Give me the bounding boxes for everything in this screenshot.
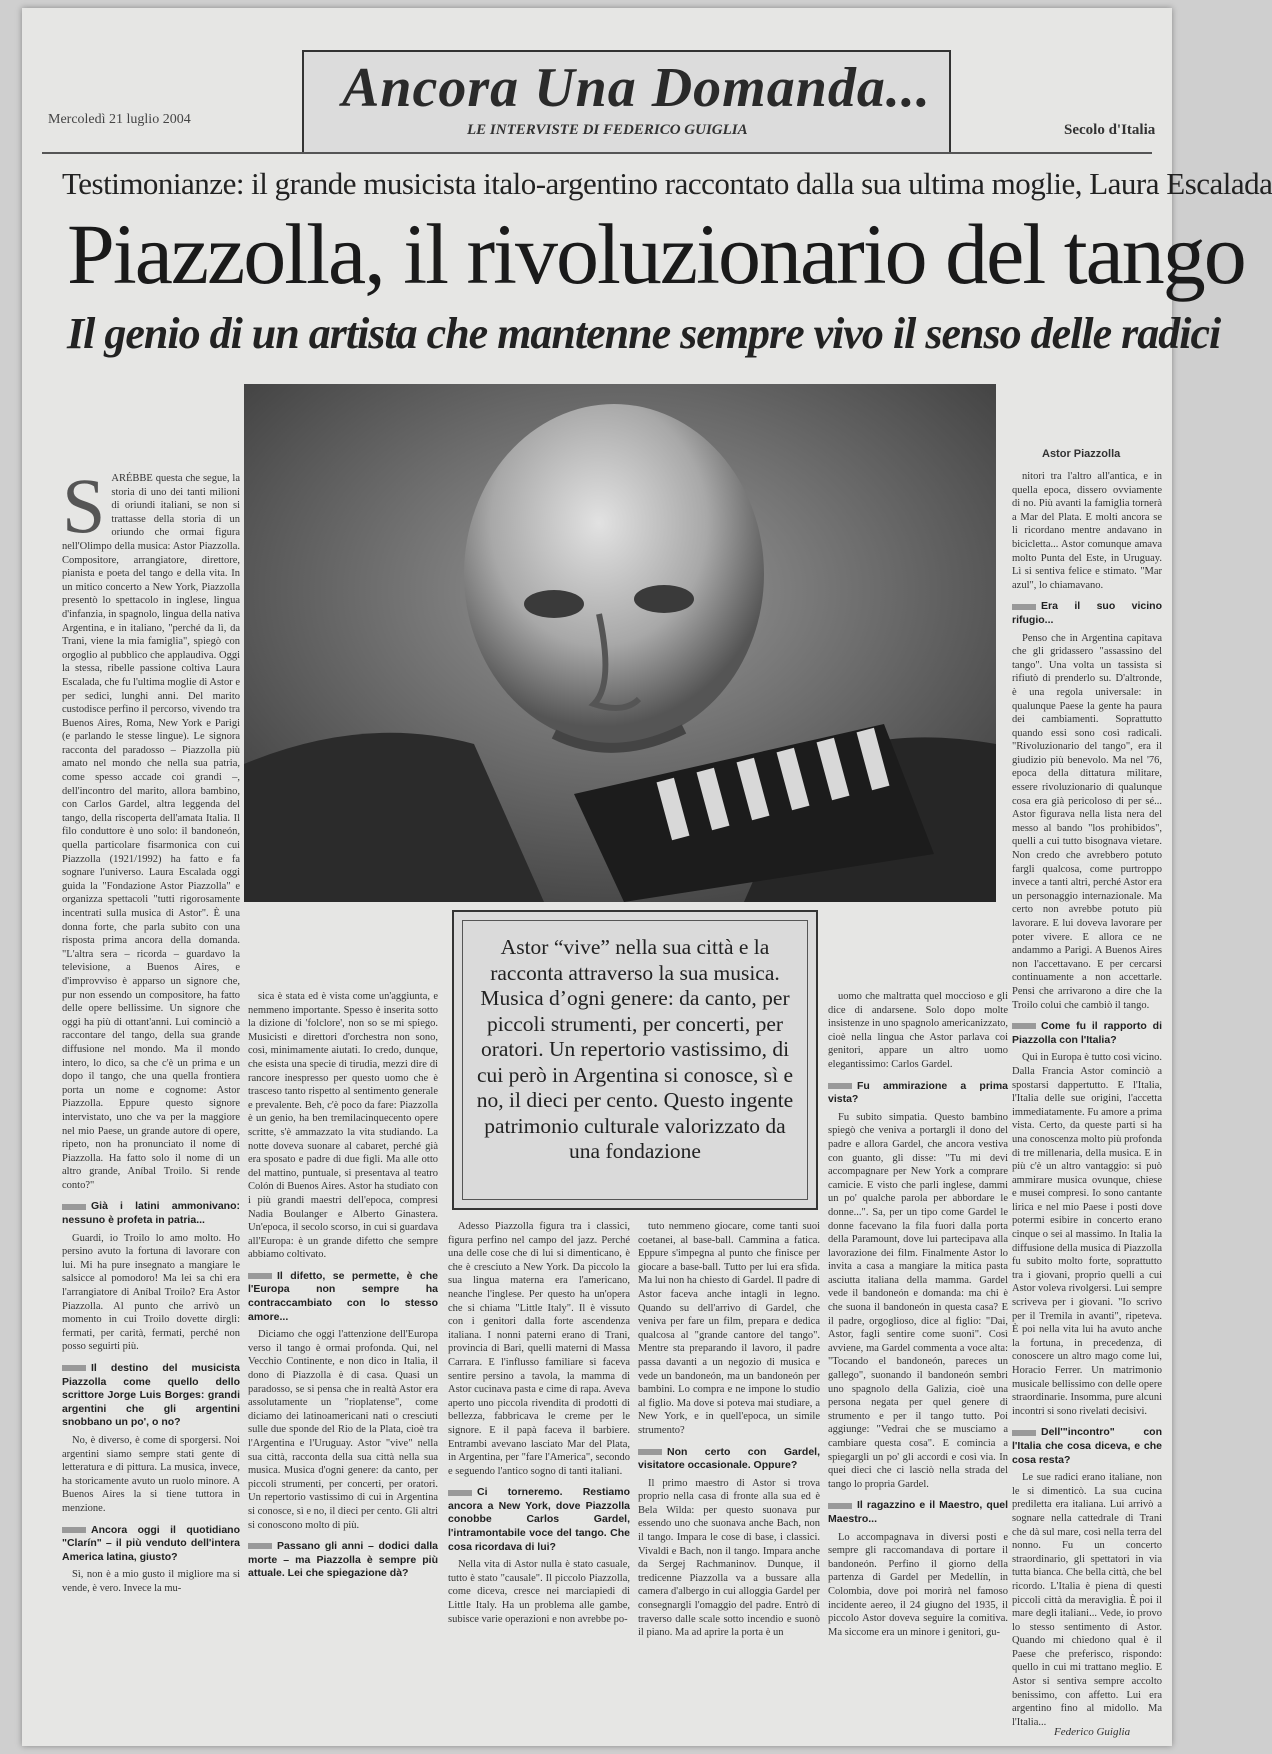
body-paragraph: sica è stata ed è vista come un'aggiunta, e nemmeno importante. Spesso è inserita sotto la dizione di 'folclore', non so se mi spiego. Musicisti e direttori d'orchestra non sono, così, minimamente aiutati. Io credo, dunque, che esista una specie di tirudia, mezzi dire di rancore inespresso per questo uomo che è trasceso tanto rispetto al sentimento generale e prevalente. Beh, c'è poco da fare: Piazzolla è un genio, ha ben tremilacinquecento opere scritte, s'è ammazzato la vita studiando. La notte doveva suonare al cabaret, perché già era sposato e padre di due figli. Ma alle otto del mattino, puntuale, si presentava al teatro Colón di Buenos Aires. Astor ha studiato con i più grandi maestri dell'epoca, compresi Nadia Boulanger e Alberto Ginastera. Un'epoca, il secolo scorso, in cui si guardava all'Europa: è un grande difetto che sempre abbiamo coltivato.	[248, 991, 438, 1261]
article-column-4	[638, 1220, 820, 1736]
interview-answer: Fu subito simpatia. Questo bambino spiegò che veniva a portargli il dono del padre e allora Gardel, che ancora vestiva con guanto, gli disse: "Tu mi devi accompagnare per New York a comprare camicie. E visto che parli inglese, dammi un po' qualche parola per abbordare le donne...". Sa, per un tipo come Gardel le donne facevano la fila fuori dalla porta della Paramount, dove lui partecipava alla lavorazione dei film. Finalmente Astor lo invita a casa a mangiare la mitica pasta asciutta italiana della mamma. Gardel vede il bandoneón e domanda: ma chi è che suona il bandoneón in questa casa? E il padre, orgoglioso, dice al figlio: "Dai, Astor, fagli sentire come suoni". Così avviene, ma Gardel commenta a voce alta: "Tocando el bandoneón, pareces un gallego", suonando il bandoneón sembri uno spagnolo della Galizia, cioè una persona negata per quel genere di strumento e per il tango tutto. Poi aggiunge: "Vedrai che se musciamo a cambiare questa cosa". E comincia a spiegargli un po' gli accordi e così via. In quei dieci che ci lasciò nella strada del tango lo propria Gardel.	[828, 1111, 1008, 1490]
interview-question: Il difetto, se permette, è che l'Europa non sempre ha contraccambiato con lo stesso amore...	[248, 1269, 438, 1323]
interview-question: Il destino del musicista Piazzolla come quello dello scrittore Jorge Luis Borges: grandi argentini che gli argentini snobbano un po', o no?	[62, 1362, 240, 1429]
interview-question: Il ragazzino e il Maestro, quel Maestro...	[828, 1499, 1008, 1525]
interview-answer: Nella vita di Astor nulla è stato casuale, tutto è stato "causale". Il piccolo Piazzolla, come diceva, cresce nei marciapiedi di Little Italy. Ha un problema alle gambe, subisce varie operazioni e non avrebbe po-	[448, 1559, 630, 1625]
interview-question: Ancora oggi il quotidiano "Clarín" – il più venduto dell'intera America latina, giusto?	[62, 1523, 240, 1563]
article-column-2	[248, 990, 438, 1736]
interview-question: Già i latini ammonivano: nessuno è profeta in patria...	[62, 1200, 240, 1227]
pull-quote-frame	[462, 920, 808, 1200]
interview-question: Come fu il rapporto di Piazzolla con l'Italia?	[1012, 1020, 1162, 1046]
interview-answer: Qui in Europa è tutto così vicino. Dalla Francia Astor cominciò a spostarsi dappertutto. E l'Italia, l'Italia delle sue origini, l'accetta immediatamente. Fu amore a prima vista. Certo, da queste parti si ha una conoscenza molto più profonda di tre millenaria, della musica. E in più c'è un altro vantaggio: si può ammirare musica ovunque, chiese e musei compresi. Io sono cantante lirica e nel mio Paese i posti dove potermi esibire in concerto erano cinque o sei al massimo. In Italia la diffusione della musica di Piazzolla fu subito molto forte, soprattutto tra i giovani, proprio quelli a cui Astor voleva rivolgersi. Lui sempre scriveva per i giovani. "Io scrivo per il Tremila in avanti", ripeteva. È poi nella vita lui ha avuto anche la fortuna, in precedenza, di conoscere un altro mago come lui, Horacio Ferrer. Un matrimonio musicale bellissimo con delle opere straordinarie. Insomma, pure alcuni incontri si sono rivelati decisivi.	[1012, 1052, 1162, 1417]
portrait-photo	[244, 384, 996, 902]
interview-question: Era il suo vicino rifugio...	[1012, 600, 1162, 626]
newspaper-name: Secolo d'Italia	[1064, 122, 1156, 138]
interview-question: Dell'"incontro" con l'Italia che cosa diceva, e che cosa resta?	[1012, 1426, 1162, 1466]
interview-question: Fu ammirazione a prima vista?	[828, 1079, 1008, 1106]
portrait-illustration	[244, 384, 996, 902]
article-column-5	[828, 990, 1008, 1736]
intro-paragraph: ARÉBBE questa che segue, la storia di uno dei tanti milioni di oriundi italiani, se non si trattasse della storia di un oriundo che ormai figura nell'Olimpo della musica: Astor Piazzolla. Compositore, arrangiatore, direttore, pianista e poeta del tango e della vita. In un mitico concerto a New York, Piazzolla presentò lo spettacolo in inglese, lingua d'infanzia, in spagnolo, lingua della nativa Argentina, e in italiano, "perché da lì, da Trani, viene la mia famiglia", spiegò con orgoglio al pubblico che applaudiva. Oggi la stessa, ribelle passione coltiva Laura Escalada, che fu l'ultima moglie di Astor e per sedici, lunghi anni. Del marito custodisce perfino il percorso, vivendo tra Buenos Aires, Roma, New York e Parigi (e parlando le stesse lingue). Le signora racconta del paradosso – Piazzolla più amato nel mondo che nella sua patria, come spesso accade coi grandi –, dell'incontro del marito, allora bambino, con Carlos Gardel, altra leggenda del tango, della riscoperta dell'amata Italia. Il filo conduttore è uno solo: il bandoneón, quella particolare fisarmonica con cui Piazzolla (1921/1992) ha fatto e fa sognare l'universo. Laura Escalada oggi guida la "Fondazione Astor Piazzolla" e organizza spettacoli "tutti rigorosamente incentrati sulla musica di Astor". È una donna forte, che parla subito con una risposta prima ancora della domanda. "L'altra sera – ricorda – guardavo la televisione, a Buenos Aires, e d'improvviso è apparso un signore che, pur non essendo un compositore, ha fatto delle opere bellissime. Un signore che oggi ha più di ottant'anni. Lui cominciò a raccontare del tango, della sua grande diffusione nel mondo. Ma il mondo intero, lo dico, sa che c'è un prima e un dopo il tango, che una quella frontiera porta un nome e cognome: Astor Piazzolla. Eppure questo signore intervistato, uno che va per la maggiore nel mio Paese, un grande autore di opere, ripeto, non ha pronunciato il nome di Piazzolla. Ha fatto solo il nome di un altro grande, Aníbal Troilo. Si rende conto?"	[62, 473, 241, 1191]
interview-question: Passano gli anni – dodici dalla morte – ma Piazzolla è sempre più attuale. Lei che spiegazione dà?	[248, 1540, 438, 1580]
masthead-title: Ancora Una Domanda...	[342, 57, 931, 119]
interview-answer: Il primo maestro di Astor si trova proprio nella casa di fronte alla sua ed è Bela Wilda: per questo suonava pur essendo uno che suonava anche Bach, non il tango. Impara le cose di base, i classici. Vivaldi e Bach, non il tango. Impara anche da Sergej Rachmaninov. Dunque, il tredicenne Piazzolla va a bussare alla camera d'albergo in cui alloggia Gardel per consegnargli l'omaggio del padre. Entrò di traverso dalle scale sotto incendio e suonò il piano. Ma ad aprire la porta è un	[638, 1477, 820, 1639]
newspaper-page	[22, 8, 1272, 1746]
interview-answer: Sì, non è a mio gusto il migliore ma si vende, è vero. Invece la mu-	[62, 1569, 240, 1594]
interview-question: Non certo con Gardel, visitatore occasionale. Oppure?	[638, 1445, 820, 1472]
pull-quote-box	[452, 910, 818, 1210]
interview-answer: Diciamo che oggi l'attenzione dell'Europa verso il tango è ormai profonda. Qui, nel Vecchio Continente, e non dico in Italia, il dono di Piazzolla è di casa. Quasi un paradosso, se si pensa che in realtà Astor era assolutamente un "rioplatense", come diciamo dei latinoamericani nati o cresciuti sulle due sponde del Rio de la Plata, cioè tra l'Argentina e l'Uruguay. Astor "vive" nella sua città, racconta della sua città nella sua musica. Musica d'ogni genere: da canto, per piccoli strumenti, per concerti, per oratori. Un repertorio vastissimo di cui in Argentina si conosce, sì e no, il dieci per cento. Gli altri si conoscono molto di più.	[248, 1329, 438, 1531]
interview-answer: Penso che in Argentina capitava che gli gridassero "assassino del tango". Una volta un tassista si rifiutò di prenderlo su. D'altronde, è una regola universale: in qualunque Paese la gente ha paura dei cambiamenti. Soprattutto quando essi sono così radicali. "Rivoluzionario del tango", era il giudizio più benevolo. Ma nel '76, epoca della dittatura militare, essere rivoluzionario di qualunque cosa era già pericoloso di per sé... Astor figurava nella lista nera del messo al bando "los prohibidos", quelli a cui tutto bisognava vietare. Non credo che avrebbero potuto fargli qualcosa, come purtroppo invece a tanti altri, perché Astor era un personaggio internazionale. Ma certo non avrebbe potuto più lavorare. E lui doveva lavorare per poter vivere. E allora ce ne andammo a Parigi. A Buenos Aires non l'accettavano. E per cercarsi continuamente a non accettarle. Pensi che arrivarono a dire che la Troilo colui che cambiò il tango.	[1012, 632, 1162, 1011]
drop-cap: S	[62, 462, 106, 549]
issue-date: Mercoledì 21 luglio 2004	[48, 112, 191, 127]
interview-answer: Le sue radici erano italiane, non le si dimenticò. La sua cucina prediletta era italiana. Lui arrivò a sognare nella cattedrale di Trani che dà sul mare, così nella terra del nonno. Fu un concerto straordinario, gli spettatori in via tutta bianca. Che bella città, che bel ricordo. L'Italia è piena di questi piccoli città da meraviglia. È poi il mare degli italiani... Vede, io provo lo stesso sentimento di Astor. Quando mi chiedono qual è il Paese che preferisco, rispondo: quello in cui mi trattano meglio. E Astor si sentiva sempre accolto benissimo, con affetto. Lui era argentino fino al midollo. Ma l'Italia...	[1012, 1472, 1162, 1728]
body-paragraph: uomo che maltratta quel moccioso e gli dice di andarsene. Solo dopo molte insistenze in uno spagnolo americanizzato, cioè nella lingua che Astor parlava coi genitori, appare un altro uomo elegantissimo: Carlos Gardel.	[828, 991, 1008, 1070]
article-column-1	[62, 462, 241, 1736]
body-paragraph: nitori tra l'altro all'antica, e in quella epoca, dissero ovviamente di no. Più avanti la famiglia tornerà a Mar del Plata. E molti ancora se li ricordano mentre andavano in bicicletta... Astor comunque amava molto Punta del Este, in Uruguay. Lì si sentiva felice e stimato. "Mar azul", lo chiamavano.	[1012, 471, 1162, 591]
article-subhead: Il genio di un artista che mantenne sempre vivo il senso delle radici	[67, 309, 1221, 358]
body-paragraph: Adesso Piazzolla figura tra i classici, figura perfino nel campo del jazz. Perché una delle cose che di lui si dimenticano, è che è cresciuto a New York. Da piccolo la sua lingua materna era l'americano, neanche l'inglese. Per questo ha un'opera che si chiama "Little Italy". Il è vissuto con i genitori dalla forte ascendenza italiana. I nonni paterni erano di Trani, provincia di Bari, quelli materni di Massa Carrara. E l'influsso familiare si faceva sentire persino a tavola, la mamma di Astor cucinava pasta e cime di rapa. Aveva aperto uno piccola rivendita di prodotti di bellezza, fabbricava le creme per le signore. E il papà faceva il barbiere. Entrambi avevano lasciato Mar del Plata, in Argentina, per "fare l'America", secondo e seguendo l'antico sogno di tanti italiani.	[448, 1221, 630, 1477]
article-kicker: Testimonianze: il grande musicista italo-argentino raccontato dalla sua ultima moglie, Laura Escalada	[62, 166, 1272, 201]
author-signature: Federico Guiglia	[1054, 1726, 1131, 1738]
article-column-6	[1012, 470, 1162, 1728]
interview-answer: Guardi, io Troilo lo amo molto. Ho persino avuto la fortuna di lavorare con lui. Mi ha pure insegnato a mangiare le salsicce al pomodoro! Ma lei sa chi era l'arrangiatore di Aníbal Troilo? Era Astor Piazzolla. Al punto che arrivò un momento in cui Troilo dovette dirgli: fermati, per carità, fermati, perché non posso seguirti più.	[62, 1232, 240, 1353]
interview-answer: No, è diverso, è come di sporgersi. Noi argentini siamo sempre stati gente di letteratura e di pittura. La musica, invece, ha storicamente avuto un ruolo minore. A Buenos Aires la si tiene tuttora in menzione.	[62, 1434, 240, 1514]
article-column-3	[448, 1220, 630, 1736]
interview-answer: Lo accompagnava in diversi posti e sempre gli raccomandava di portare il bandoneón. Perfino il giorno della partenza di Gardel per Medellín, in Colombia, dove poi morirà nel famoso incidente aereo, il 24 giugno del 1935, il piccolo Astor doveva seguire la comitiva. Ma siccome era un minore i genitori, gu-	[828, 1531, 1008, 1638]
photo-caption: Astor Piazzolla	[1042, 448, 1121, 460]
masthead-subtitle: LE INTERVISTE DI FEDERICO GUIGLIA	[467, 122, 748, 138]
article-headline: Piazzolla, il rivoluzionario del tango	[67, 206, 1245, 302]
body-paragraph: tuto nemmeno giocare, come tanti suoi coetanei, al base-ball. Cammina a fatica. Eppure s'impegna al punto che finisce per giocare a base-ball. Tutto per lui era sfida. Ma lui non ha chiesto di Gardel. Il padre di Astor faceva anche intagli in legno. Quando su dell'arrivo di Gardel, che veniva per fare un film, prepara e dedica qualcosa al "grande cantore del tango". Mentre sta preparando il lavoro, il padre passa davanti a un negozio di musica e vede un bandoneón, ma un bandoneón per bambini. Lo compra e ne impone lo studio al figlio. Ma dove si poteva mai studiare, a New York, e in quell'epoca, un simile strumento?	[638, 1221, 820, 1436]
header-rule	[42, 152, 1152, 154]
pull-quote-text: Astor “vive” nella sua città e la racconta attraverso la sua musica. Musica d’ogni genere: da canto, per piccoli strumenti, per concerti, per oratori. Un repertorio vastissimo, di cui però in Argentina si conosce, sì e no, il dieci per cento. Questo ingente patrimonio culturale valorizzato da una fondazione	[476, 935, 794, 1163]
interview-question: Ci torneremo. Restiamo ancora a New York, dove Piazzolla conobbe Carlos Gardel, l'intramontabile voce del tango. Che cosa ricordava di lui?	[448, 1486, 630, 1553]
